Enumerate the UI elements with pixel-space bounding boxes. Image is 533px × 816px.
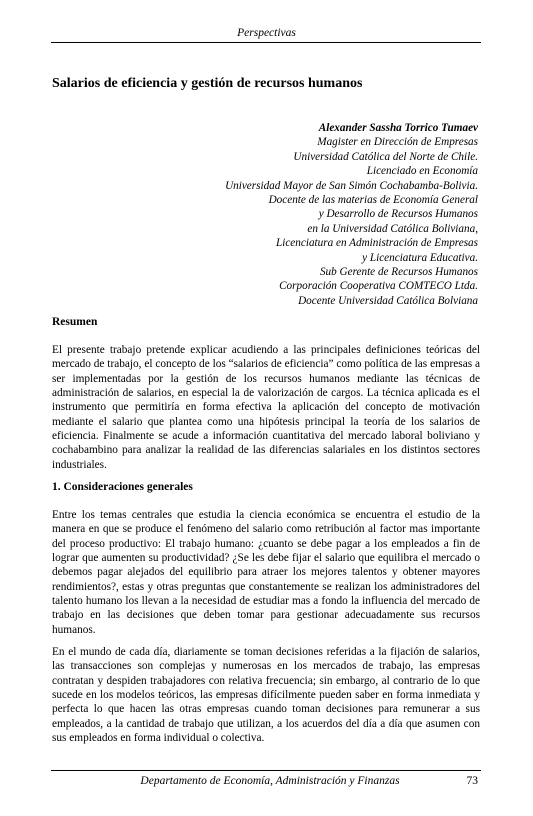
article-title: Salarios de eficiencia y gestión de recursos humanos <box>52 76 363 91</box>
author-affiliation: Licenciatura en Administración de Empresas <box>276 237 478 250</box>
footer-department: Departamento de Economía, Administración y Finanzas <box>140 775 400 787</box>
author-affiliation: Universidad Mayor de San Simón Cochabamba-Bolivia. <box>225 179 478 192</box>
abstract-paragraph: El presente trabajo pretende explicar acudiendo a las principales definiciones teóricas del mercado de trabajo, el concepto de los “salarios de eficiencia” como política de las empresas a ser implementadas por la gestión de los recursos humanos mediante las técnicas de administración de salarios, en especial la de valorización de cargos. La técnica aplicada es el instrumento que permitiría en forma efectiva la aplicación del concepto de motivación mediante el salario que plantea como una hipótesis principal la teoría de los salarios de eficiencia. Finalmente se acude a información cuantitativa del mercado laboral boliviano y cochabambino para analizar la realidad de las diferencias salariales en los distintos sectores industriales. <box>52 344 480 471</box>
page-number: 73 <box>466 775 478 787</box>
author-affiliation: Docente de las materias de Economía General <box>268 194 478 207</box>
header-rule <box>51 42 481 43</box>
body-paragraph: En el mundo de cada día, diariamente se toman decisiones referidas a la fijación de salarios, las transacciones son complejas y numerosas en los mercados de trabajo, las empresas contratan y despiden trabajadores con relativa frecuencia; sin embargo, al contrario de lo que sucede en los modelos teóricos, las empresas difícilmente pueden saber en forma inmediata y perfecta lo que hacen las otras empresas cuando toman decisiones para remunerar a sus empleados, a la cantidad de trabajo que utilizan, a los acuerdos del día a día que asumen con sus empleados en forma individual o colectiva. <box>52 646 480 745</box>
author-block <box>118 121 478 308</box>
author-affiliation: Sub Gerente de Recursos Humanos <box>319 266 478 279</box>
running-header: Perspectivas <box>237 27 296 39</box>
author-affiliation: Corporación Cooperativa COMTECO Ltda. <box>279 280 478 293</box>
author-affiliation: Universidad Católica del Norte de Chile. <box>293 150 478 163</box>
author-affiliation: en la Universidad Católica Boliviana, <box>307 222 478 235</box>
author-affiliation: y Desarrollo de Recursos Humanos <box>318 208 478 221</box>
author-affiliation: Licenciado en Economía <box>366 165 478 178</box>
author-affiliation: Docente Universidad Católica Bolviana <box>298 294 478 307</box>
author-name: Alexander Sassha Torrico Tumaev <box>318 122 478 134</box>
body-paragraph: Entre los temas centrales que estudia la ciencia económica se encuentra el estudio de la manera en que se produce el fenómeno del salario como retribución al factor mas importante del proceso productivo: El trabajo humano: ¿cuanto se debe pagar a los empleados a fin de lograr que aumenten su productividad? ¿Se les debe fijar el salario que equilibra el mercado o debemos pagar alejados del equilibrio para atraer los mejores talentos y obtener mayores rendimientos?, estas y otras preguntas que constantemente se realizan los administradores del talento humano los llevan a la necesidad de estudiar mas a fondo la influencia del mercado de trabajo en las decisiones que deben tomar para gestionar adecuadamente sus recursos humanos. <box>52 509 480 636</box>
author-affiliation: y Licenciatura Educativa. <box>362 251 478 264</box>
abstract-heading: Resumen <box>52 316 98 328</box>
author-affiliation: Magister en Dirección de Empresas <box>317 136 478 149</box>
section-heading: 1. Consideraciones generales <box>52 481 193 493</box>
footer-rule <box>51 770 481 771</box>
